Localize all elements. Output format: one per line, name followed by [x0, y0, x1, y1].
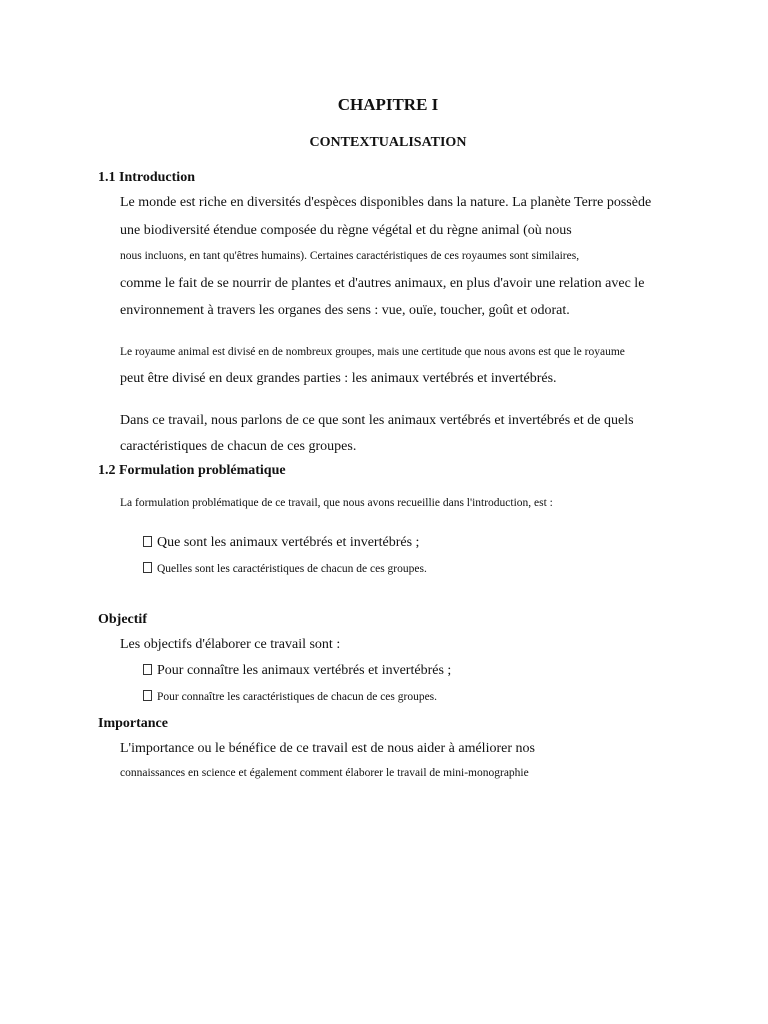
section-heading-objective: Objectif [98, 612, 147, 627]
section-heading-introduction: 1.1 Introduction [98, 170, 195, 185]
problem-bullet [143, 562, 427, 575]
intro-line: environnement à travers les organes des sens : vue, ouïe, toucher, goût et odorat. [120, 303, 570, 318]
bullet-icon [143, 690, 152, 701]
problem-intro: La formulation problématique de ce travail, que nous avons recueillie dans l'introduction, est : [120, 497, 553, 509]
bullet-text: Pour connaître les caractéristiques de chacun de ces groupes. [157, 691, 438, 703]
intro-line: Le royaume animal est divisé en de nombreux groupes, mais une certitude que nous avons est que le royaume [120, 346, 625, 358]
section-heading-problem: 1.2 Formulation problématique [98, 463, 286, 478]
intro-line: nous incluons, en tant qu'êtres humains). Certaines caractéristiques de ces royaumes sont similaires, [120, 250, 580, 262]
objective-bullet [143, 690, 437, 703]
intro-line: une biodiversité étendue composée du règne végétal et du règne animal (où nous [120, 223, 572, 238]
intro-line: Dans ce travail, nous parlons de ce que sont les animaux vertébrés et invertébrés et de quels [120, 413, 634, 428]
intro-line: peut être divisé en deux grandes parties : les animaux vertébrés et invertébrés. [120, 371, 557, 386]
problem-bullet [143, 535, 419, 551]
bullet-icon [143, 562, 152, 573]
chapter-subtitle: CONTEXTUALISATION [309, 135, 467, 150]
section-heading-importance: Importance [98, 716, 168, 731]
bullet-text: Quelles sont les caractéristiques de chacun de ces groupes. [157, 563, 427, 575]
bullet-icon [143, 664, 152, 675]
importance-line: L'importance ou le bénéfice de ce travail est de nous aider à améliorer nos [120, 741, 535, 756]
bullet-text: Pour connaître les animaux vertébrés et invertébrés ; [157, 663, 452, 678]
intro-line: Le monde est riche en diversités d'espèces disponibles dans la nature. La planète Terre possède [120, 195, 652, 210]
bullet-text: Que sont les animaux vertébrés et invertébrés ; [157, 535, 420, 550]
objective-bullet [143, 663, 451, 679]
intro-line: comme le fait de se nourrir de plantes et d'autres animaux, en plus d'avoir une relation avec le [120, 276, 645, 291]
importance-line: connaissances en science et également comment élaborer le travail de mini-monographie [120, 767, 529, 779]
intro-line: caractéristiques de chacun de ces groupes. [120, 439, 357, 454]
bullet-icon [143, 536, 152, 547]
chapter-title: CHAPITRE I [337, 95, 439, 114]
objective-intro: Les objectifs d'élaborer ce travail sont : [120, 637, 341, 652]
